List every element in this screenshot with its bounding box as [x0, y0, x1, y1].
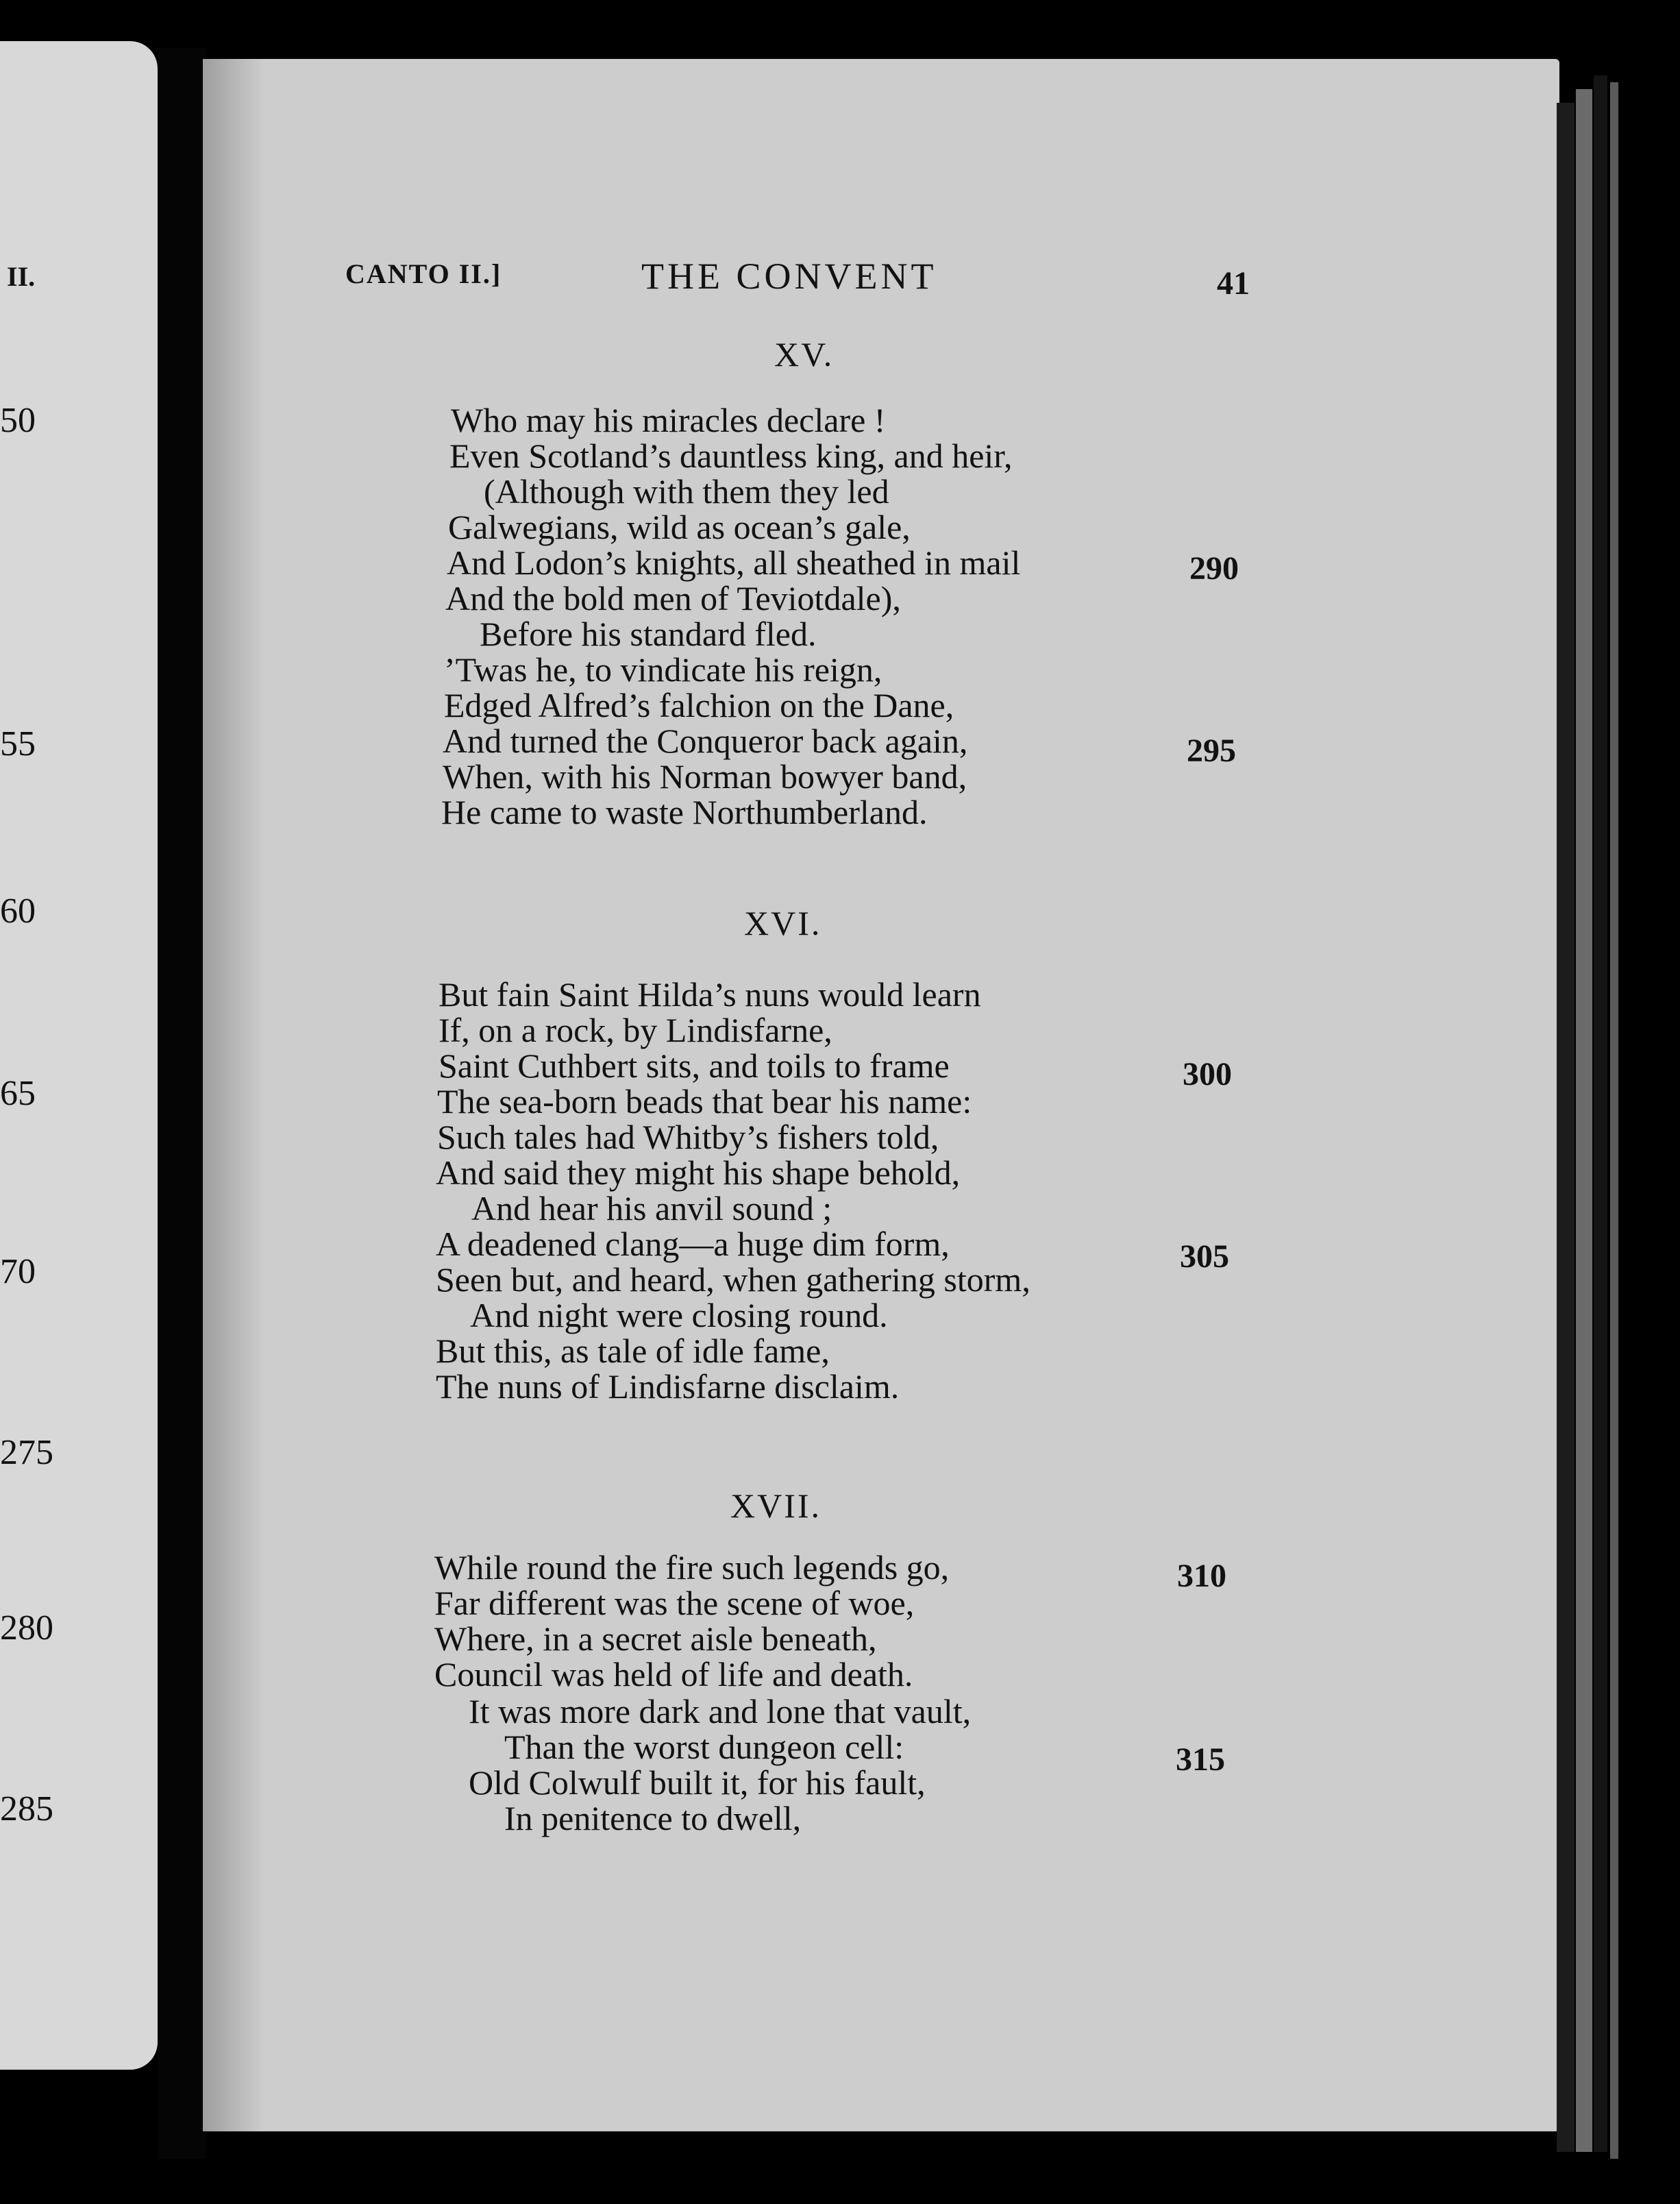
- verse-line: But fain Saint Hilda’s nuns would learn: [438, 975, 981, 1014]
- verse-line: The sea-born beads that bear his name:: [437, 1082, 972, 1121]
- verse-line: A deadened clang—a huge dim form,: [436, 1225, 950, 1263]
- verse-line: Saint Cuthbert sits, and toils to frame: [438, 1046, 950, 1085]
- book-gutter: [158, 48, 206, 2159]
- verse-line: When, with his Norman bowyer band,: [443, 757, 967, 796]
- verse-line: Far different was the scene of woe,: [434, 1584, 915, 1622]
- verse-line: And Lodon’s knights, all sheathed in mail: [447, 543, 1021, 582]
- line-number: 305: [1180, 1238, 1229, 1275]
- verse-line: Old Colwulf built it, for his fault,: [469, 1763, 926, 1802]
- verse-line: Galwegians, wild as ocean’s gale,: [448, 508, 911, 546]
- verse-line: In penitence to dwell,: [504, 1799, 802, 1837]
- running-head-title: THE CONVENT: [641, 256, 937, 297]
- running-head-canto: CANTO II.]: [345, 258, 502, 289]
- verse-line: ’Twas he, to vindicate his reign,: [444, 650, 882, 689]
- line-number: 315: [1176, 1741, 1225, 1778]
- verse-line: And said they might his shape behold,: [436, 1153, 961, 1192]
- verse-line: But this, as tale of idle fame,: [436, 1332, 830, 1370]
- facing-line-number: 55: [0, 724, 36, 763]
- verse-line: Council was held of life and death.: [434, 1655, 913, 1693]
- line-number: 295: [1187, 733, 1236, 769]
- verse-line: And night were closing round.: [470, 1296, 888, 1334]
- verse-line: The nuns of Lindisfarne disclaim.: [436, 1367, 900, 1406]
- facing-line-number: 280: [0, 1608, 53, 1648]
- facing-page: [0, 41, 158, 2070]
- verse-line: And the bold men of Teviotdale),: [445, 579, 901, 617]
- page-edges: [1557, 103, 1574, 2152]
- verse-line: Than the worst dungeon cell:: [504, 1728, 904, 1766]
- stanza-heading: XVII.: [730, 1486, 822, 1525]
- page-edges: [1576, 89, 1592, 2152]
- verse-line: And hear his anvil sound ;: [471, 1189, 832, 1227]
- verse-line: While round the fire such legends go,: [434, 1548, 950, 1587]
- verse-line: Edged Alfred’s falchion on the Dane,: [444, 686, 954, 724]
- facing-page-header: II.: [7, 261, 36, 292]
- verse-line: Before his standard fled.: [480, 615, 817, 653]
- facing-line-number: 275: [0, 1433, 53, 1472]
- verse-line: Who may his miracles declare !: [451, 401, 886, 439]
- page-number: 41: [1217, 265, 1250, 302]
- verse-line: (Although with them they led: [484, 472, 889, 511]
- facing-line-number: 65: [0, 1074, 36, 1113]
- verse-line: Even Scotland’s dauntless king, and heir,: [449, 437, 1013, 475]
- facing-line-number: 60: [0, 892, 36, 931]
- facing-line-number: 70: [0, 1252, 36, 1291]
- verse-line: If, on a rock, by Lindisfarne,: [438, 1011, 832, 1049]
- verse-line: It was more dark and lone that vault,: [469, 1692, 972, 1730]
- stanza-heading: XVI.: [744, 904, 822, 942]
- verse-line: And turned the Conqueror back again,: [443, 722, 968, 760]
- facing-line-number: 285: [0, 1789, 53, 1828]
- verse-line: Where, in a secret aisle beneath,: [434, 1619, 877, 1658]
- facing-line-number: 50: [0, 401, 36, 440]
- stanza-heading: XV.: [774, 335, 835, 374]
- line-number: 290: [1189, 550, 1239, 587]
- page-edges: [1610, 82, 1618, 2159]
- page-shadow: [203, 59, 264, 2131]
- verse-line: He came to waste Northumberland.: [441, 793, 928, 831]
- verse-line: Such tales had Whitby’s fishers told,: [437, 1118, 939, 1156]
- line-number: 300: [1183, 1056, 1232, 1092]
- page-edges: [1594, 75, 1607, 2152]
- verse-line: Seen but, and heard, when gathering storm,: [436, 1260, 1030, 1299]
- line-number: 310: [1177, 1558, 1226, 1594]
